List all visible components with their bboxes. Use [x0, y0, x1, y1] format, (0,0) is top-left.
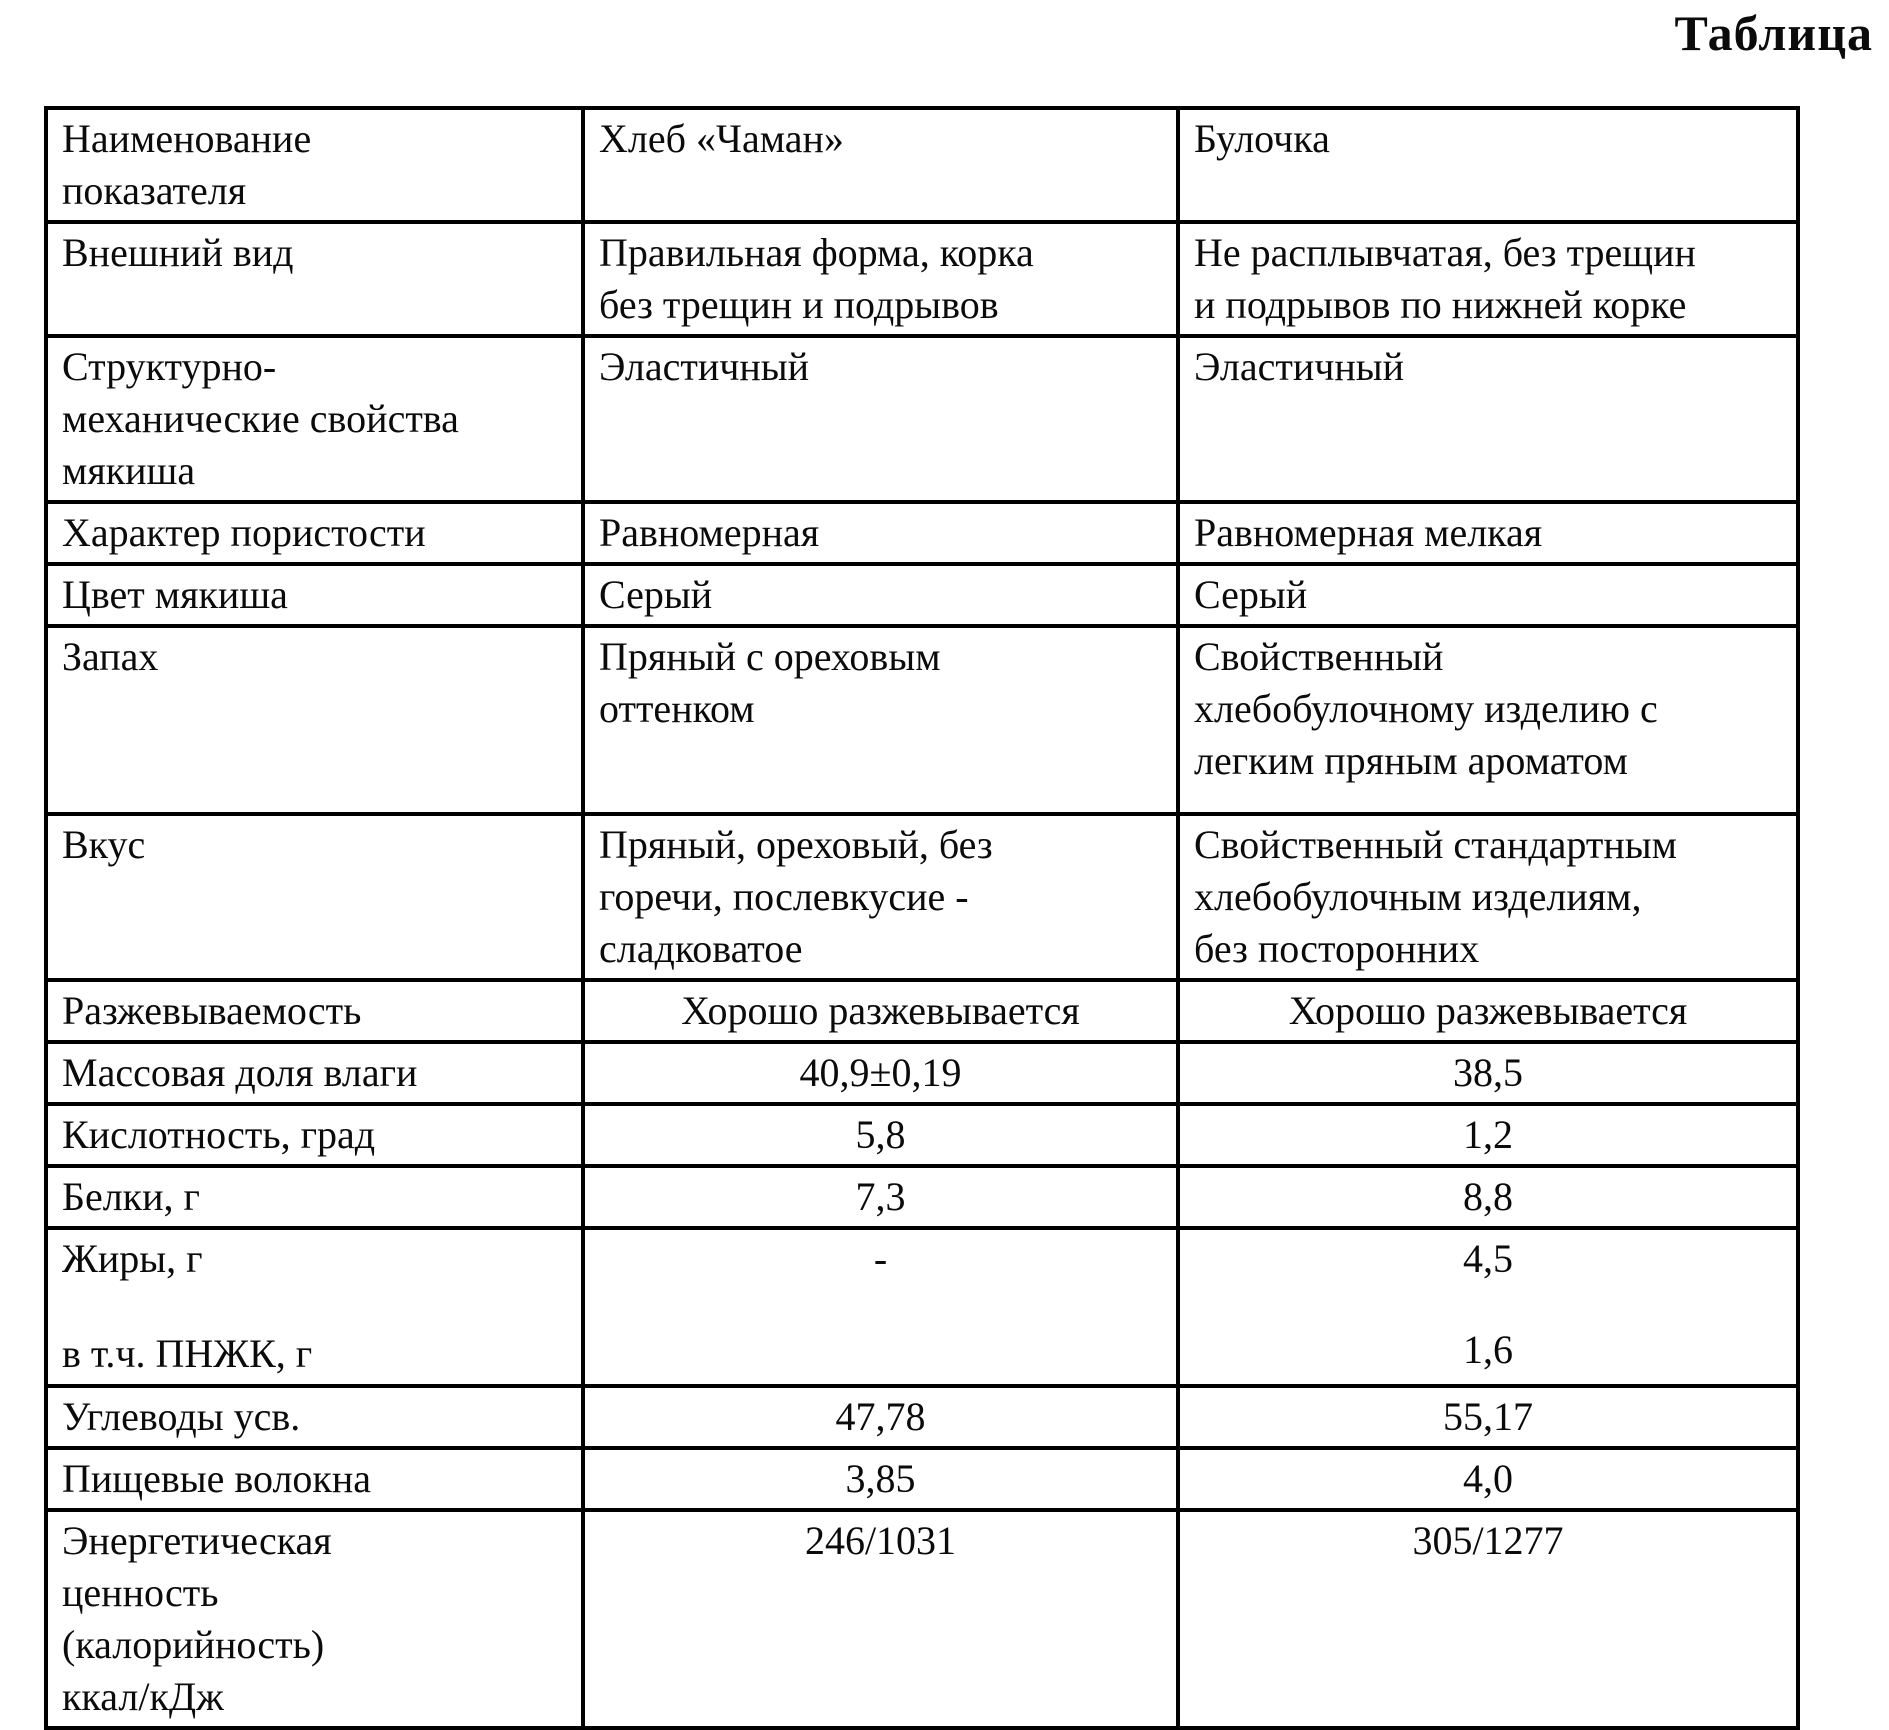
- cell-energy-label: Энергетическая ценность (калорийность) ккал/кДж: [46, 1510, 583, 1728]
- cell-smell-label: Запах: [46, 626, 583, 814]
- table-row-chewability: [46, 980, 1798, 1042]
- cell-smell-bulochka: Свойственный хлебобулочному изделию с легким пряным ароматом: [1178, 626, 1798, 814]
- cell-moisture-bulochka: 38,5: [1178, 1042, 1798, 1104]
- table-row-porosity: [46, 502, 1798, 564]
- cell-energy-bulochka: 305/1277: [1178, 1510, 1798, 1728]
- bread-comparison-table: [44, 106, 1800, 1730]
- cell-appearance-label: Внешний вид: [46, 222, 583, 336]
- table-row-acidity: [46, 1104, 1798, 1166]
- fats-bulochka-value: 4,5: [1463, 1236, 1513, 1281]
- cell-structure-chaman: Эластичный: [583, 336, 1178, 502]
- cell-taste-chaman: Пряный, ореховый, без горечи, послевкусие - сладковатое: [583, 814, 1178, 980]
- cell-chewability-label: Разжевываемость: [46, 980, 583, 1042]
- cell-carbs-chaman: 47,78: [583, 1386, 1178, 1448]
- table-row-moisture: [46, 1042, 1798, 1104]
- cell-chewability-bulochka: Хорошо разжевывается: [1178, 980, 1798, 1042]
- cell-acidity-label: Кислотность, град: [46, 1104, 583, 1166]
- cell-porosity-bulochka: Равномерная мелкая: [1178, 502, 1798, 564]
- cell-color-bulochka: Серый: [1178, 564, 1798, 626]
- cell-fiber-chaman: 3,85: [583, 1448, 1178, 1510]
- table-row-smell: [46, 626, 1798, 814]
- cell-proteins-bulochka: 8,8: [1178, 1166, 1798, 1228]
- cell-fats-chaman: [583, 1228, 1178, 1386]
- cell-structure-bulochka: Эластичный: [1178, 336, 1798, 502]
- header-bulochka: Булочка: [1178, 108, 1798, 222]
- cell-carbs-label: Углеводы усв.: [46, 1386, 583, 1448]
- pufa-bulochka-value: 1,6: [1463, 1327, 1513, 1372]
- table-row-dietary-fiber: [46, 1448, 1798, 1510]
- cell-appearance-bulochka: Не расплывчатая, без трещин и подрывов по нижней корке: [1178, 222, 1798, 336]
- cell-fats-bulochka: [1178, 1228, 1798, 1386]
- table-row-crumb-color: [46, 564, 1798, 626]
- cell-proteins-chaman: 7,3: [583, 1166, 1178, 1228]
- cell-moisture-label: Массовая доля влаги: [46, 1042, 583, 1104]
- table-row-crumb-structure: [46, 336, 1798, 502]
- cell-moisture-chaman: 40,9±0,19: [583, 1042, 1178, 1104]
- cell-chewability-chaman: Хорошо разжевывается: [583, 980, 1178, 1042]
- cell-fiber-bulochka: 4,0: [1178, 1448, 1798, 1510]
- cell-fats-label: [46, 1228, 583, 1386]
- table-row-fats: [46, 1228, 1798, 1386]
- cell-acidity-bulochka: 1,2: [1178, 1104, 1798, 1166]
- cell-appearance-chaman: Правильная форма, корка без трещин и подрывов: [583, 222, 1178, 336]
- cell-smell-chaman: Пряный с ореховым оттенком: [583, 626, 1178, 814]
- table-row-appearance: [46, 222, 1798, 336]
- cell-structure-label: Структурно- механические свойства мякиша: [46, 336, 583, 502]
- table-row-taste: [46, 814, 1798, 980]
- cell-acidity-chaman: 5,8: [583, 1104, 1178, 1166]
- cell-color-chaman: Серый: [583, 564, 1178, 626]
- cell-taste-bulochka: Свойственный стандартным хлебобулочным изделиям, без посторонних: [1178, 814, 1798, 980]
- header-indicator-name: Наименование показателя: [46, 108, 583, 222]
- header-chaman-bread: Хлеб «Чаман»: [583, 108, 1178, 222]
- fats-label: Жиры, г: [62, 1236, 203, 1281]
- page-title: Таблица: [1674, 5, 1873, 61]
- cell-color-label: Цвет мякиша: [46, 564, 583, 626]
- cell-taste-label: Вкус: [46, 814, 583, 980]
- cell-carbs-bulochka: 55,17: [1178, 1386, 1798, 1448]
- cell-porosity-label: Характер пористости: [46, 502, 583, 564]
- cell-energy-chaman: 246/1031: [583, 1510, 1178, 1728]
- cell-proteins-label: Белки, г: [46, 1166, 583, 1228]
- cell-porosity-chaman: Равномерная: [583, 502, 1178, 564]
- table-row-energy-value: [46, 1510, 1798, 1728]
- header-row: [46, 108, 1798, 222]
- table-row-carbohydrates: [46, 1386, 1798, 1448]
- fats-chaman-value: -: [873, 1236, 888, 1281]
- table-row-proteins: [46, 1166, 1798, 1228]
- pufa-label: в т.ч. ПНЖК, г: [62, 1331, 313, 1376]
- cell-fiber-label: Пищевые волокна: [46, 1448, 583, 1510]
